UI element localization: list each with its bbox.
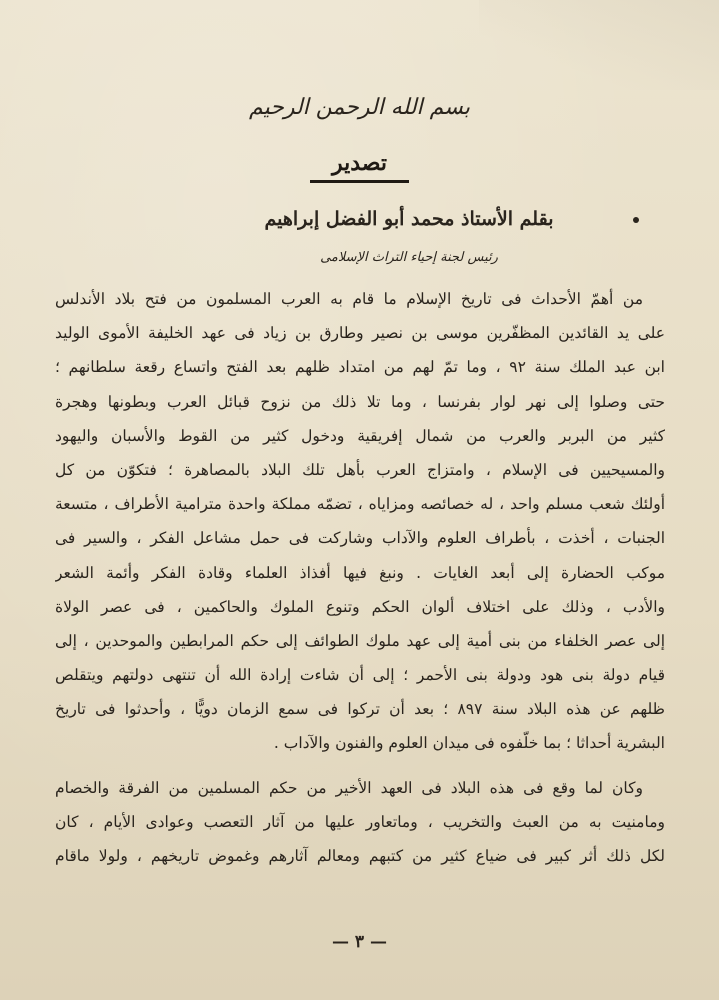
text-line: ظلهم عن هذه البلاد سنة ٨٩٧ ؛ بعد أن تركوا فى سمع الزمان دويًّا ، وأحدثوا فى تاريخ — [55, 700, 665, 719]
page-title — [0, 150, 719, 176]
author-role: رئيس لجنة إحياء التراث الإسلامى — [320, 250, 498, 265]
bullet-dot — [633, 217, 639, 223]
text-line: من أهمّ الأحداث فى تاريخ الإسلام ما قام به العرب المسلمون من فتح بلاد الأندلس — [55, 290, 643, 308]
page-title-text: تصدير — [310, 150, 409, 183]
text-line: موكب الحضارة إلى أبعد الغايات . ونبغ فيها أفذاذ العلماء وقادة الفكر وأئمة الشعر — [55, 563, 665, 582]
text-line: أولئك شعب مسلم واحد ، له خصائصه ومزاياه ، تضمّه مملكة واحدة مترامية الأطراف ، متسعة — [55, 495, 665, 514]
text-line: والمسيحيين فى الإسلام ، وامتزاج العرب بأهل تلك البلاد بالمصاهرة ؛ فتكوّن من كل — [55, 460, 665, 479]
text-line: حتى وصلوا إلى نهر لوار بفرنسا ، وما تلا ذلك من نزوح قبائل العرب وبطونها وهجرة — [55, 392, 665, 411]
text-line: ومامنيت به من العبث والتخريب ، وماتعاور عليها من آثار التعصب وعوادى الأيام ، كان — [55, 812, 665, 831]
body-text — [55, 282, 665, 873]
page-stain — [479, 0, 719, 90]
text-line: والأدب ، وذلك على اختلاف ألوان الحكم وتنوع الملوك والحاكمين ، فى عصر الولاة — [55, 597, 665, 616]
page-number: — ٣ — — [332, 932, 387, 952]
text-line: لكل ذلك أثر كبير فى ضياع كثير من كتبهم ومعالم آثارهم وغموض تاريخهم ، ولولا ماقام — [55, 847, 665, 865]
text-line: إلى عصر الخلفاء من بنى أمية إلى عهد ملوك الطوائف إلى حكم المرابطين والموحدين ، إلى — [55, 631, 665, 650]
text-line: كثير من البربر والعرب من شمال إفريقية ودخول كثير من القوط والأسبان واليهود — [55, 426, 665, 445]
paragraph-gap — [55, 761, 665, 771]
text-line: البشرية أحداثا ؛ بما خلّفوه فى ميدان العلوم والفنون والآداب . — [273, 734, 665, 753]
paragraph-1 — [55, 282, 665, 761]
text-line: على يد القائدين المظفّرين موسى بن نصير وطارق بن زياد فى عهد الخليفة الأموى الوليد — [55, 324, 665, 343]
author-byline: بقلم الأستاذ محمد أبو الفضل إبراهيم — [264, 208, 554, 230]
text-line: الجنبات ، أخذت ، بأطراف العلوم والآداب وشاركت فى حمل مشاعل الفكر ، والسير فى — [55, 529, 665, 548]
text-line: ابن عبد الملك سنة ٩٢ ، وما تمّ لهم من امتداد ظلهم بعد الفتح واتساع رقعة سلطانهم ؛ — [55, 358, 665, 377]
text-line: وكان لما وقع فى هذه البلاد فى العهد الأخير من حكم المسلمين من الفرقة والخصام — [55, 778, 643, 797]
paragraph-2 — [55, 771, 665, 874]
bismillah-calligraphy: بسم الله الرحمن الرحيم — [248, 95, 471, 120]
text-line: قيام دولة بنى هود ودولة بنى الأحمر ؛ إلى أن شاءت إرادة الله أن تنتهى دولتهم ويتقلص — [55, 666, 665, 685]
